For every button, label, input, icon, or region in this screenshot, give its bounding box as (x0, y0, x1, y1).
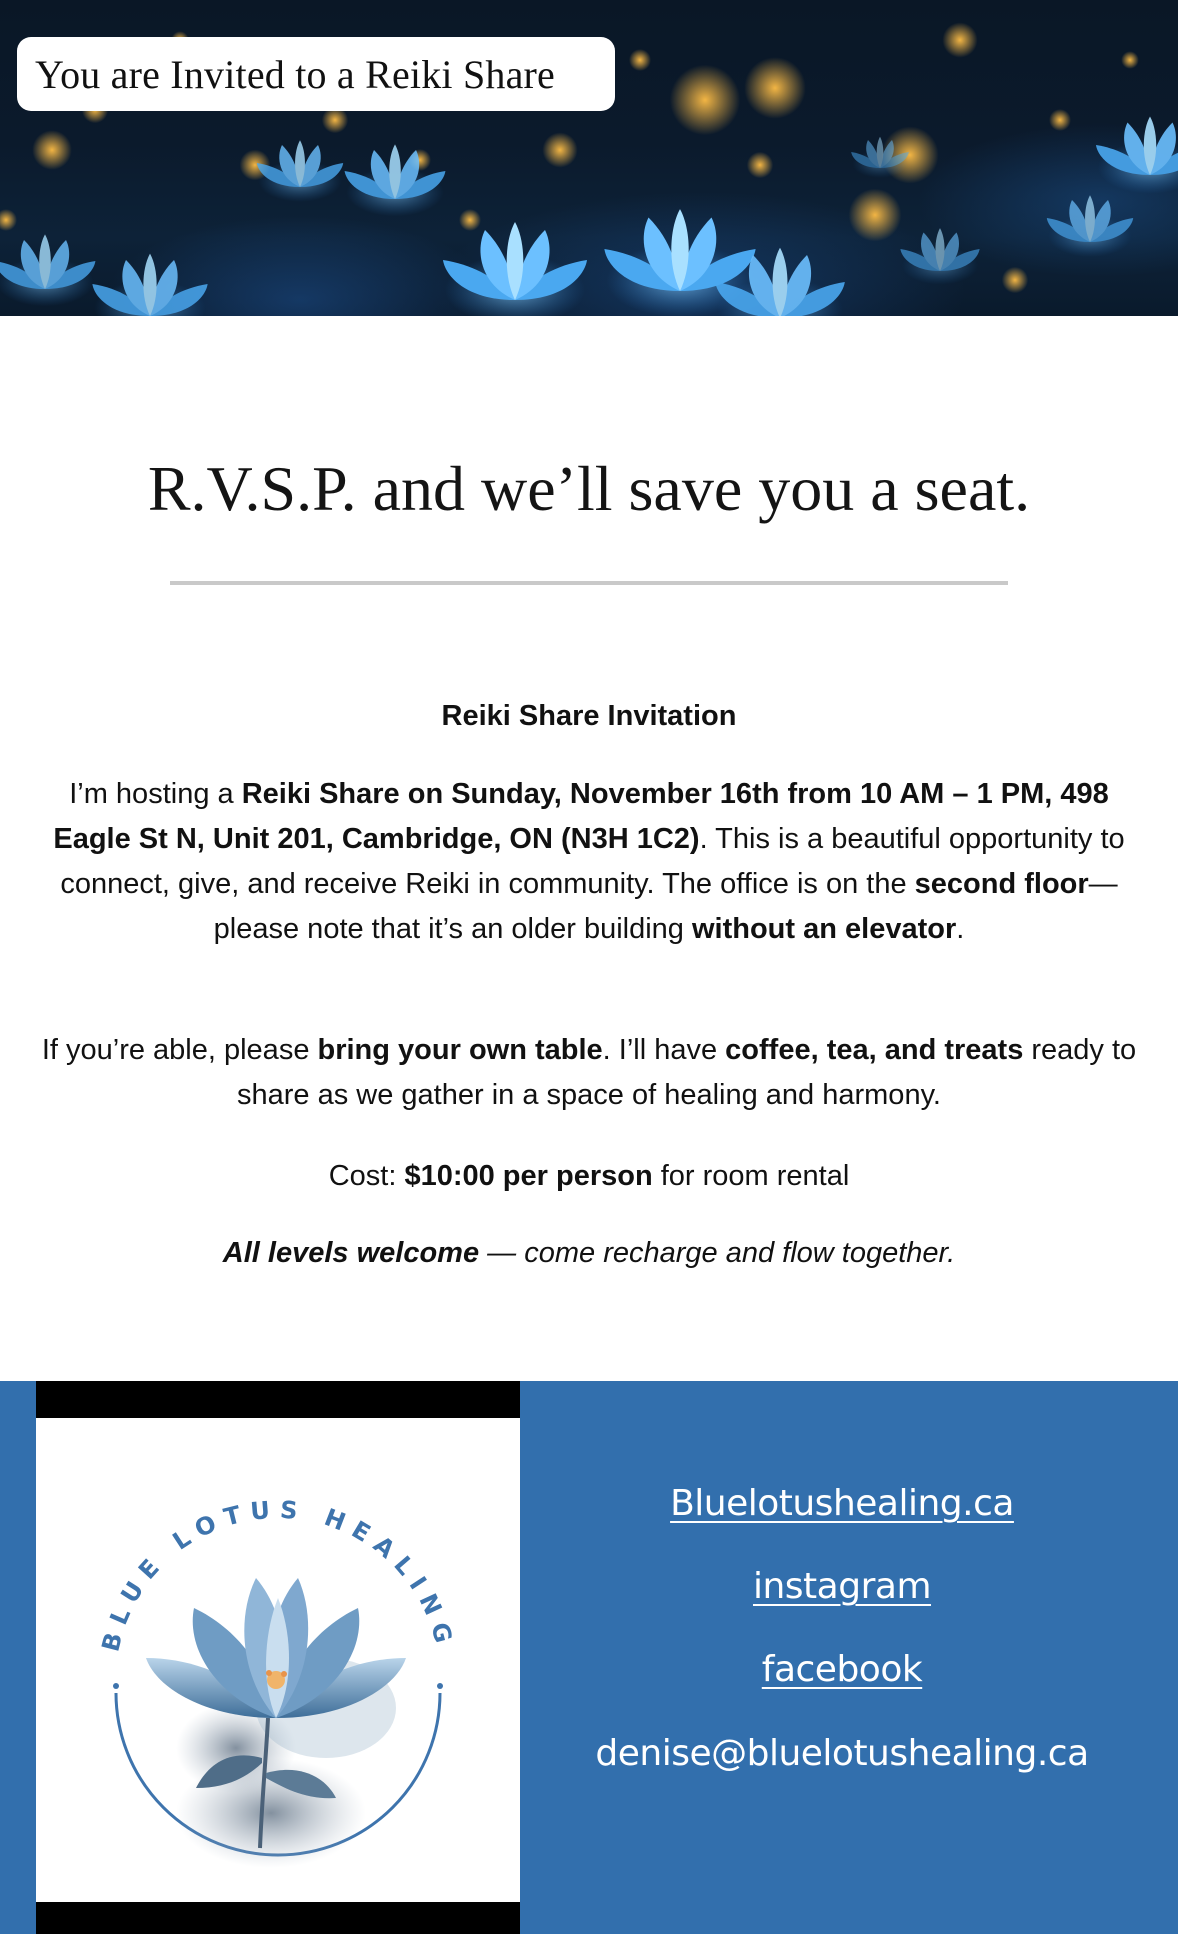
bokeh-light (629, 49, 651, 71)
lotus-flower (1047, 195, 1133, 257)
lotus-flower (0, 234, 95, 306)
bokeh-light (542, 132, 577, 167)
divider (170, 581, 1008, 585)
text: . I’ll have (602, 1034, 726, 1066)
elevator-note: without an elevator (691, 913, 957, 945)
invitation-title: Reiki Share Invitation (441, 700, 737, 732)
logo-arc-text: BLUE LOTUS HEALING (96, 1495, 460, 1655)
bokeh-light (942, 22, 977, 57)
lotus-flower (900, 228, 979, 285)
blue-lotus-logo (36, 1418, 520, 1902)
logo-panel (36, 1381, 520, 1934)
text: for room rental (652, 1160, 850, 1192)
bokeh-light (32, 130, 72, 170)
footer (0, 1381, 1178, 1934)
bokeh-light (0, 209, 17, 231)
cost-amount: $10:00 per person (404, 1160, 653, 1192)
bokeh-light (1002, 267, 1028, 293)
lotus-flower (257, 140, 343, 202)
hero-banner (0, 0, 1178, 316)
text: . This is a beautiful opportunity to connect, give, and receive Reiki in community. The office is on the (60, 823, 1125, 900)
bokeh-light (747, 152, 773, 178)
cost-paragraph (40, 1154, 1138, 1199)
welcome-paragraph (40, 1231, 1138, 1276)
lotus-flower (1096, 117, 1178, 194)
details-paragraph (40, 772, 1138, 952)
text: If you’re able, please (41, 1034, 318, 1066)
bring-table-note: bring your own table (317, 1034, 603, 1066)
lotus-flower (345, 144, 446, 216)
all-levels-welcome: All levels welcome (222, 1237, 480, 1269)
website-link[interactable]: Bluelotushealing.ca (670, 1483, 1014, 1524)
text: . (956, 913, 965, 945)
bokeh-light (744, 57, 806, 119)
rsvp-headline: R.V.S.P. and we’ll save you a seat. (147, 453, 1031, 524)
text: ready to share as we gather in a space of healing and harmony. (237, 1034, 1137, 1111)
floor-note: second floor (914, 868, 1089, 900)
text: Cost: (328, 1160, 405, 1192)
bokeh-light (1121, 51, 1139, 69)
lotus-flower (443, 222, 587, 316)
bokeh-light (1049, 109, 1071, 131)
bokeh-light (849, 189, 902, 242)
event-date-location: Reiki Share on Sunday, November 16th from 10 AM – 1 PM, 498 Eagle St N, Unit 201, Cambridge, ON (N3H 1C2) (53, 778, 1109, 855)
bokeh-light (459, 209, 481, 231)
contact-email[interactable]: denise@bluelotushealing.ca (595, 1733, 1089, 1774)
instagram-link[interactable]: instagram (752, 1566, 932, 1607)
refreshments-note: coffee, tea, and treats (725, 1034, 1024, 1066)
bokeh-light (670, 65, 740, 135)
invitation-badge (17, 37, 615, 111)
text: I’m hosting a (69, 778, 242, 810)
facebook-link[interactable]: facebook (761, 1649, 923, 1690)
lotus-icon (36, 1418, 520, 1902)
text: —please note that it’s an older building (213, 868, 1118, 945)
invitation-badge-text: You are Invited to a Reiki Share (35, 51, 556, 97)
contact-links (520, 1381, 1164, 1934)
text: — come recharge and flow together. (479, 1237, 956, 1269)
lotus-flower (92, 254, 207, 316)
bring-table-paragraph (40, 1028, 1138, 1118)
